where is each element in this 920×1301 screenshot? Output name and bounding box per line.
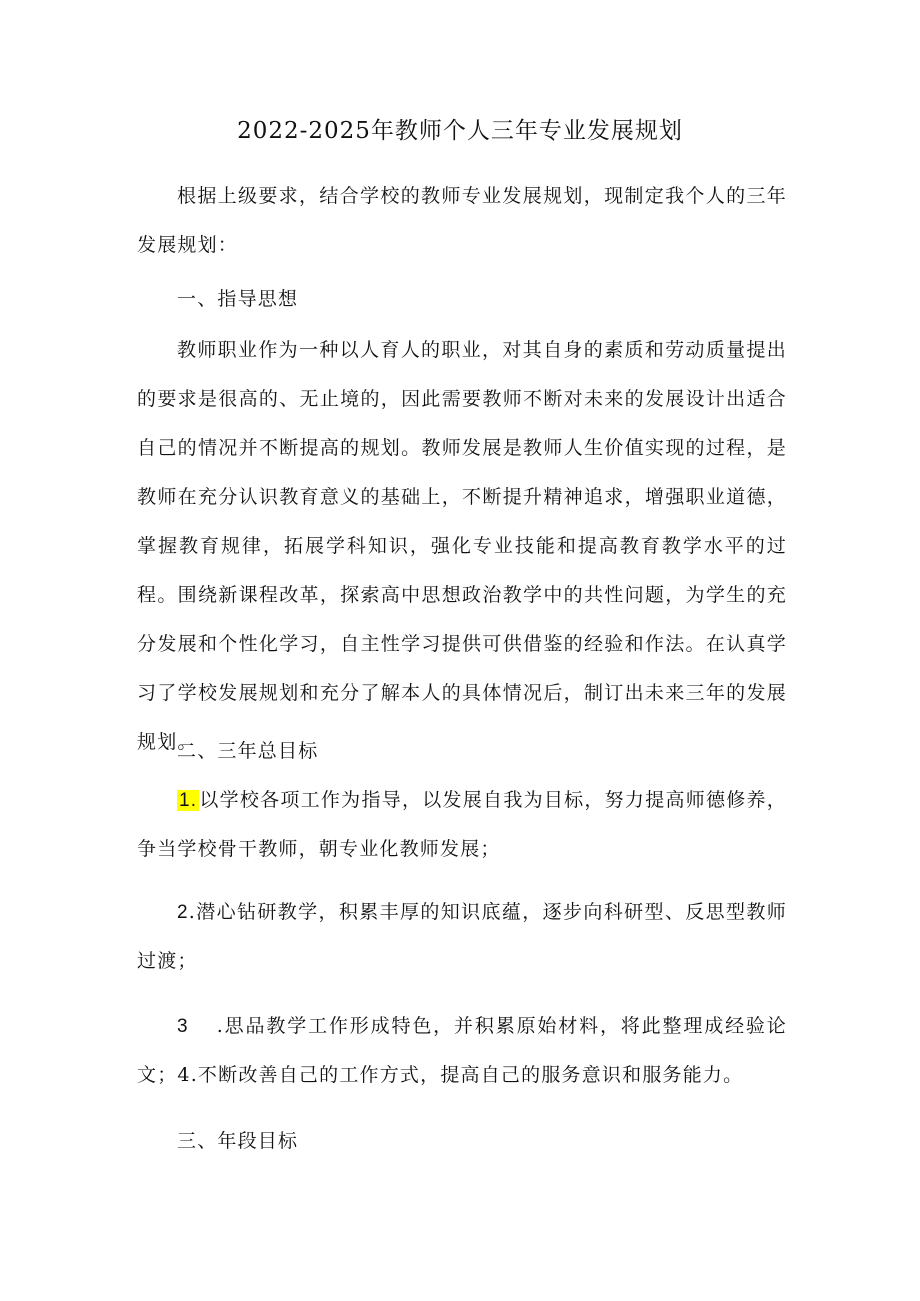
goal-item-2-number: 2 (177, 902, 189, 923)
section-heading-guiding-thought: 一、指导思想 (177, 288, 299, 310)
section-heading-overall-goals: 二、三年总目标 (177, 740, 319, 762)
goal-item-3 (137, 1002, 787, 1100)
section-heading-stage-goals: 三、年段目标 (177, 1130, 299, 1152)
goal-item-2 (137, 888, 787, 986)
goal-item-3-text: .思品教学工作形成特色，并积累原始材料，将此整理成经验论文；4.不断改善自己的工作方式，提高自己的服务意识和服务能力。 (137, 1015, 787, 1086)
goal-item-1-text: 以学校各项工作为指导，以发展自我为目标，努力提高师德修养，争当学校骨干教师，朝专业化教师发展； (137, 789, 787, 860)
goal-item-1 (137, 776, 787, 874)
guiding-thought-paragraph: 教师职业作为一种以人育人的职业，对其自身的素质和劳动质量提出的要求是很高的、无止境的，因此需要教师不断对未来的发展设计出适合自己的情况并不断提高的规划。教师发展是教师人生价值实现的过程，是教师在充分认识教育意义的基础上，不断提升精神追求，增强职业道德，掌握教育规律，拓展学科知识，强化专业技能和提高教育教学水平的过程。围绕新课程改革，探索高中思想政治教学中的共性问题，为学生的充分发展和个性化学习，自主性学习提供可供借鉴的经验和作法。在认真学习了学校发展规划和充分了解本人的具体情况后，制订出未来三年的发展规划。 (137, 339, 787, 753)
highlighted-number: 1. (179, 790, 198, 811)
goal-item-3-number: 3 (177, 1016, 189, 1037)
goal-item-2-text: .潜心钻研教学，积累丰厚的知识底蕴，逐步向科研型、反思型教师过渡； (137, 901, 787, 972)
intro-paragraph: 根据上级要求，结合学校的教师专业发展规划，现制定我个人的三年发展规划： (137, 185, 787, 256)
document-title: 2022-2025年教师个人三年专业发展规划 (237, 118, 683, 144)
